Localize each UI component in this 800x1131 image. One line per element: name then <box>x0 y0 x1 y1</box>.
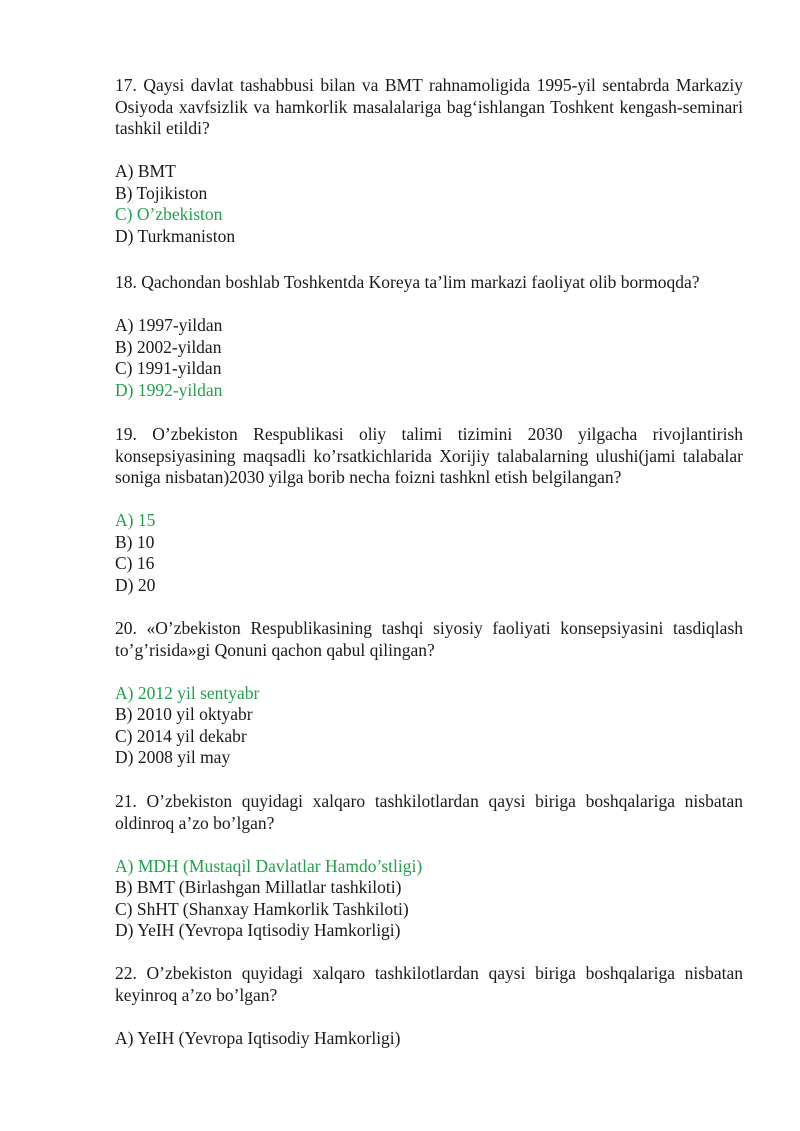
answer-options <box>115 510 743 596</box>
question-text: 22. O’zbekiston quyidagi xalqaro tashkilotlardan qaysi biriga boshqalariga nisbatan keyinroq a’zo bo’lgan? <box>115 963 743 1005</box>
option-c: C) 1991-yildan <box>115 358 222 378</box>
answer-options <box>115 683 743 769</box>
question-text: 19. O’zbekiston Respublikasi oliy talimi tizimini 2030 yilgacha rivojlantirish konsepsiyasining maqsadli ko’rsatkichlarida Xorijiy talabalarning ulushi(jami talabalar soniga nisbatan)2030 yilga borib necha foizni tashknl etish belgilangan? <box>115 424 743 487</box>
question-17 <box>115 75 743 247</box>
question-22 <box>115 963 743 1049</box>
option-b: B) 10 <box>115 531 155 552</box>
option-b: B) BMT (Birlashgan Millatlar tashkiloti) <box>115 877 402 897</box>
option-d: D) Turkmaniston <box>115 225 236 246</box>
option-d: D) YeIH (Yevropa Iqtisodiy Hamkorligi) <box>115 920 401 940</box>
question-text: 17. Qaysi davlat tashabbusi bilan va BMT rahnamoligida 1995-yil sentabrda Markaziy Osiyoda xavfsizlik va hamkorlik masalalariga bag‘ishlangan Toshkent kengash-seminari tashkil etildi? <box>115 75 743 138</box>
answer-options <box>115 315 743 401</box>
option-c-correct: C) O’zbekiston <box>115 204 223 224</box>
option-a: A) 1997-yildan <box>115 315 223 335</box>
option-a-correct: A) MDH (Mustaqil Davlatlar Hamdo’stligi) <box>115 855 423 876</box>
question-19 <box>115 424 743 596</box>
option-a: A) BMT <box>115 161 176 181</box>
question-20 <box>115 618 743 769</box>
answer-options <box>115 1028 743 1050</box>
question-18 <box>115 272 743 401</box>
option-d: D) 2008 yil may <box>115 747 231 767</box>
option-a-correct: A) 15 <box>115 510 156 530</box>
option-c: C) 16 <box>115 553 155 573</box>
question-text: 21. O’zbekiston quyidagi xalqaro tashkilotlardan qaysi biriga boshqalariga nisbatan oldinroq a’zo bo’lgan? <box>115 791 743 833</box>
option-b: B) Tojikiston <box>115 182 208 203</box>
question-text: 18. Qachondan boshlab Toshkentda Koreya ta’lim markazi faoliyat olib bormoqda? <box>115 272 700 292</box>
question-21 <box>115 791 743 942</box>
answer-options <box>115 856 743 942</box>
option-d-correct: D) 1992-yildan <box>115 379 223 400</box>
option-a-correct: A) 2012 yil sentyabr <box>115 682 260 703</box>
question-text: 20. «O’zbekiston Respublikasining tashqi siyosiy faoliyati konsepsiyasini tasdiqlash to’g’risida»gi Qonuni qachon qabul qilingan? <box>115 618 743 660</box>
option-a: A) YeIH (Yevropa Iqtisodiy Hamkorligi) <box>115 1027 401 1048</box>
option-b: B) 2002-yildan <box>115 336 222 357</box>
option-d: D) 20 <box>115 574 156 595</box>
option-b: B) 2010 yil oktyabr <box>115 704 253 724</box>
option-c: C) ShHT (Shanxay Hamkorlik Tashkiloti) <box>115 898 409 919</box>
answer-options <box>115 161 743 247</box>
option-c: C) 2014 yil dekabr <box>115 725 247 746</box>
